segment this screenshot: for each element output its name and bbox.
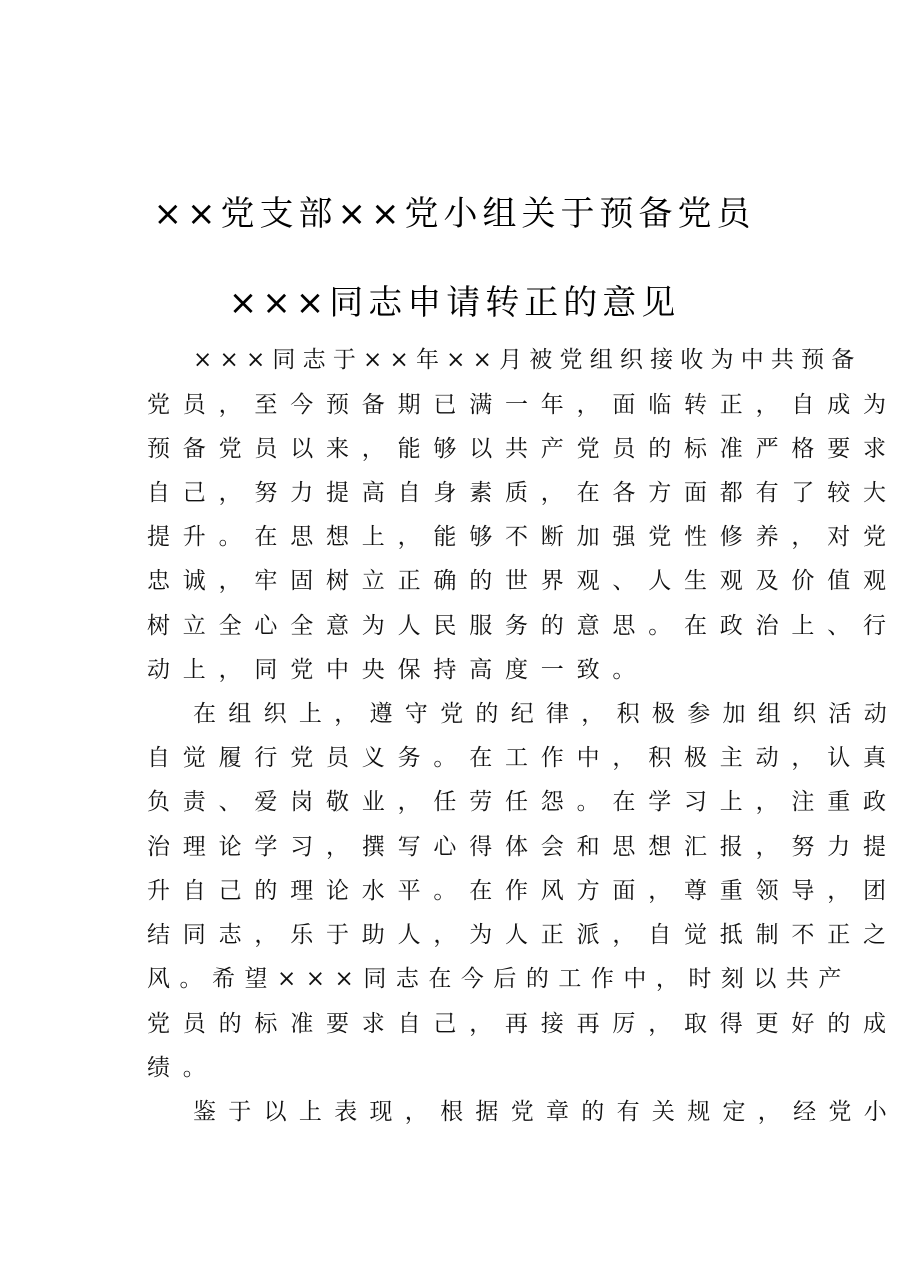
body-line: 动上，同党中央保持高度一致。 xyxy=(147,657,649,683)
body-line: 忠诚，牢固树立正确的世界观、人生观及价值观 xyxy=(147,568,899,594)
body-line: 预备党员以来，能够以共产党员的标准严格要求 xyxy=(147,436,899,462)
body-line: 自觉履行党员义务。在工作中，积极主动，认真 xyxy=(147,745,899,771)
body-line: 提升。在思想上，能够不断加强党性修养，对党 xyxy=(147,524,899,550)
body-line: 在组织上，遵守党的纪律，积极参加组织活动 xyxy=(193,701,899,727)
body-line: 鉴于以上表现，根据党章的有关规定，经党小 xyxy=(193,1099,899,1125)
body-line: 党员的标准要求自己，再接再厉，取得更好的成 xyxy=(147,1011,899,1037)
body-line: 负责、爱岗敬业，任劳任怨。在学习上，注重政 xyxy=(147,789,899,815)
document-title-line-1: ××党支部××党小组关于预备党员 xyxy=(153,194,756,234)
body-line: 党员，至今预备期已满一年，面临转正，自成为 xyxy=(147,392,899,418)
body-line: 树立全心全意为人民服务的意思。在政治上、行 xyxy=(147,613,899,639)
body-line: 升自己的理论水平。在作风方面，尊重领导，团 xyxy=(147,878,899,904)
body-line: 绩。 xyxy=(147,1055,219,1081)
body-line: 风。希望×××同志在今后的工作中，时刻以共产 xyxy=(147,966,851,992)
body-line: 治理论学习，撰写心得体会和思想汇报，努力提 xyxy=(147,834,899,860)
body-line: ×××同志于××年××月被党组织接收为中共预备 xyxy=(193,347,862,373)
body-line: 自己，努力提高自身素质，在各方面都有了较大 xyxy=(147,480,899,506)
body-line: 结同志，乐于助人，为人正派，自觉抵制不正之 xyxy=(147,922,899,948)
document-title-line-2: ×××同志申请转正的意见 xyxy=(228,283,681,323)
